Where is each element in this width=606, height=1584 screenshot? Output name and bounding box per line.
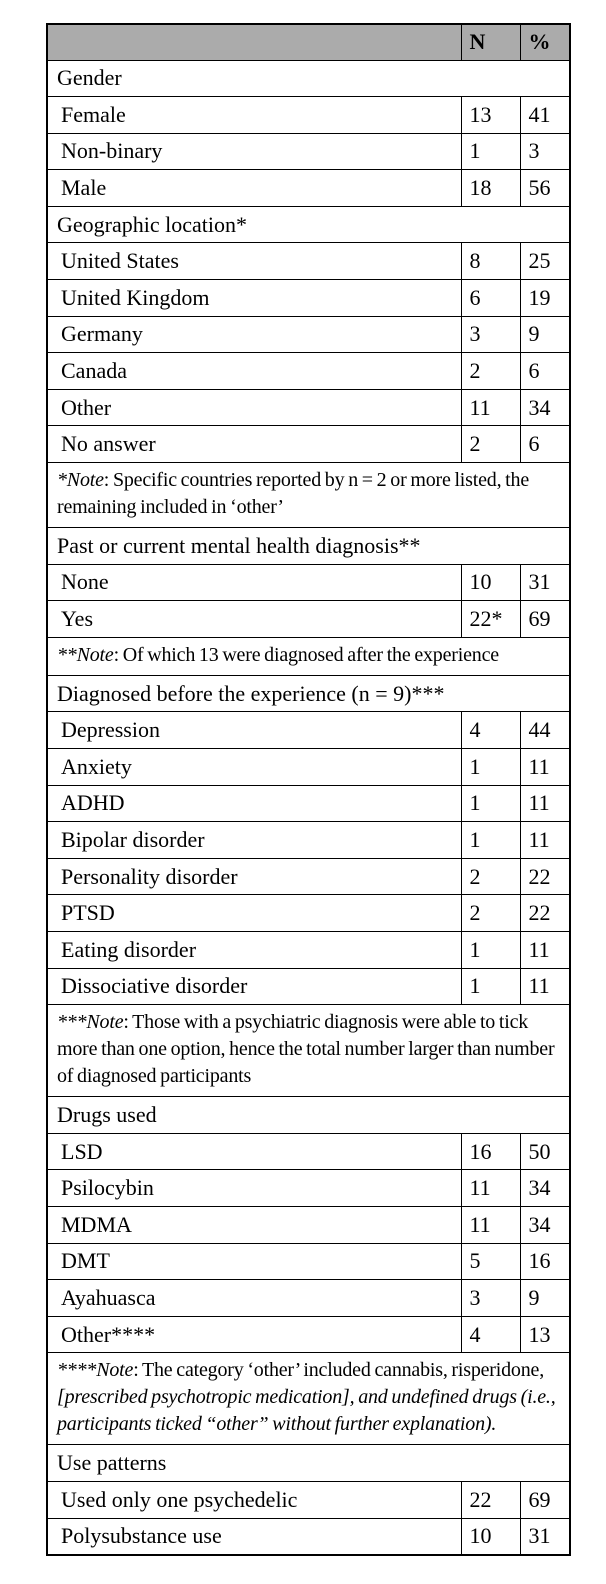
label-cell: Germany bbox=[47, 316, 461, 353]
note-segment: : Those with a psychiatric diagnosis were able to tick more than one option, hence the total number larger than number of diagnosed participants bbox=[57, 1011, 555, 1088]
label-cell: Eating disorder bbox=[47, 931, 461, 968]
n-cell: 18 bbox=[461, 170, 520, 207]
table-row bbox=[47, 822, 570, 859]
table-row bbox=[47, 749, 570, 786]
table-row bbox=[47, 243, 570, 280]
label-cell: PTSD bbox=[47, 895, 461, 932]
table-row bbox=[47, 170, 570, 207]
label-cell: Used only one psychedelic bbox=[47, 1481, 461, 1518]
pct-cell: 11 bbox=[520, 785, 570, 822]
n-cell: 10 bbox=[461, 564, 520, 601]
header-label-cell bbox=[47, 24, 461, 60]
pct-cell: 6 bbox=[520, 426, 570, 463]
n-cell: 16 bbox=[461, 1133, 520, 1170]
pct-cell: 3 bbox=[520, 133, 570, 170]
table-row bbox=[47, 1170, 570, 1207]
pct-cell: 31 bbox=[520, 1518, 570, 1555]
label-cell: Ayahuasca bbox=[47, 1280, 461, 1317]
note-row bbox=[47, 637, 570, 675]
pct-cell: 11 bbox=[520, 931, 570, 968]
table-row bbox=[47, 1133, 570, 1170]
table-row bbox=[47, 389, 570, 426]
note-segment: *Note bbox=[57, 469, 104, 492]
table-body bbox=[47, 60, 570, 1555]
note-segment: : Specific countries reported by n = 2 or more listed, the remaining included in ‘other’ bbox=[57, 469, 530, 519]
table-row bbox=[47, 931, 570, 968]
pct-cell: 22 bbox=[520, 858, 570, 895]
pct-cell: 56 bbox=[520, 170, 570, 207]
n-cell: 10 bbox=[461, 1518, 520, 1555]
pct-cell: 25 bbox=[520, 243, 570, 280]
n-cell: 13 bbox=[461, 97, 520, 134]
demographics-table bbox=[46, 23, 571, 1556]
pct-cell: 69 bbox=[520, 1481, 570, 1518]
pct-cell: 41 bbox=[520, 97, 570, 134]
n-cell: 4 bbox=[461, 1316, 520, 1353]
label-cell: Bipolar disorder bbox=[47, 822, 461, 859]
label-cell: Canada bbox=[47, 353, 461, 390]
section-label-cell: Geographic location* bbox=[47, 206, 570, 243]
label-cell: MDMA bbox=[47, 1206, 461, 1243]
table-row bbox=[47, 1280, 570, 1317]
table-row bbox=[47, 426, 570, 463]
pct-cell: 19 bbox=[520, 280, 570, 317]
label-cell: Psilocybin bbox=[47, 1170, 461, 1207]
n-cell: 1 bbox=[461, 133, 520, 170]
n-cell: 8 bbox=[461, 243, 520, 280]
section-row bbox=[47, 528, 570, 565]
table-row bbox=[47, 1316, 570, 1353]
pct-cell: 22 bbox=[520, 895, 570, 932]
header-row bbox=[47, 24, 570, 60]
label-cell: Polysubstance use bbox=[47, 1518, 461, 1555]
table-row bbox=[47, 968, 570, 1005]
pct-cell: 34 bbox=[520, 1170, 570, 1207]
note-segment: : Of which 13 were diagnosed after the experience bbox=[113, 643, 499, 666]
pct-cell: 13 bbox=[520, 1316, 570, 1353]
section-label-cell: Diagnosed before the experience (n = 9)*** bbox=[47, 675, 570, 712]
header-n-cell: N bbox=[461, 24, 520, 60]
section-row bbox=[47, 206, 570, 243]
note-segment: ****Note bbox=[57, 1359, 134, 1382]
label-cell: Non-binary bbox=[47, 133, 461, 170]
n-cell: 2 bbox=[461, 858, 520, 895]
section-row bbox=[47, 675, 570, 712]
pct-cell: 9 bbox=[520, 1280, 570, 1317]
n-cell: 4 bbox=[461, 712, 520, 749]
note-cell bbox=[47, 1353, 570, 1445]
n-cell: 2 bbox=[461, 895, 520, 932]
pct-cell: 9 bbox=[520, 316, 570, 353]
pct-cell: 69 bbox=[520, 601, 570, 638]
pct-cell: 50 bbox=[520, 1133, 570, 1170]
n-cell: 2 bbox=[461, 353, 520, 390]
pct-cell: 31 bbox=[520, 564, 570, 601]
n-cell: 22* bbox=[461, 601, 520, 638]
section-row bbox=[47, 1097, 570, 1134]
section-row bbox=[47, 1445, 570, 1482]
table-row bbox=[47, 785, 570, 822]
n-cell: 1 bbox=[461, 749, 520, 786]
label-cell: ADHD bbox=[47, 785, 461, 822]
n-cell: 22 bbox=[461, 1481, 520, 1518]
pct-cell: 6 bbox=[520, 353, 570, 390]
pct-cell: 34 bbox=[520, 389, 570, 426]
note-cell bbox=[47, 637, 570, 675]
n-cell: 6 bbox=[461, 280, 520, 317]
label-cell: Depression bbox=[47, 712, 461, 749]
label-cell: Dissociative disorder bbox=[47, 968, 461, 1005]
table-row bbox=[47, 280, 570, 317]
header-pct-cell: % bbox=[520, 24, 570, 60]
pct-cell: 11 bbox=[520, 822, 570, 859]
n-cell: 11 bbox=[461, 1170, 520, 1207]
section-row bbox=[47, 60, 570, 97]
n-cell: 2 bbox=[461, 426, 520, 463]
label-cell: DMT bbox=[47, 1243, 461, 1280]
label-cell: Female bbox=[47, 97, 461, 134]
note-segment: : The category ‘other’ included cannabis, risperidone, bbox=[133, 1359, 545, 1382]
section-label-cell: Drugs used bbox=[47, 1097, 570, 1134]
note-cell bbox=[47, 463, 570, 528]
note-row bbox=[47, 463, 570, 528]
table-row bbox=[47, 712, 570, 749]
table-row bbox=[47, 1243, 570, 1280]
label-cell: Other**** bbox=[47, 1316, 461, 1353]
label-cell: United Kingdom bbox=[47, 280, 461, 317]
table-row bbox=[47, 564, 570, 601]
note-row bbox=[47, 1005, 570, 1097]
n-cell: 1 bbox=[461, 968, 520, 1005]
n-cell: 1 bbox=[461, 785, 520, 822]
pct-cell: 34 bbox=[520, 1206, 570, 1243]
label-cell: Other bbox=[47, 389, 461, 426]
table-row bbox=[47, 895, 570, 932]
table-row bbox=[47, 1518, 570, 1555]
n-cell: 3 bbox=[461, 1280, 520, 1317]
section-label-cell: Gender bbox=[47, 60, 570, 97]
label-cell: United States bbox=[47, 243, 461, 280]
pct-cell: 11 bbox=[520, 968, 570, 1005]
table-row bbox=[47, 1206, 570, 1243]
label-cell: Yes bbox=[47, 601, 461, 638]
label-cell: LSD bbox=[47, 1133, 461, 1170]
table-row bbox=[47, 133, 570, 170]
n-cell: 11 bbox=[461, 1206, 520, 1243]
section-label-cell: Use patterns bbox=[47, 1445, 570, 1482]
pct-cell: 16 bbox=[520, 1243, 570, 1280]
table-row bbox=[47, 353, 570, 390]
table-row bbox=[47, 858, 570, 895]
note-segment: [prescribed psychotropic medication], and undefined drugs (i.e., participants ticked “other” without further explanation). bbox=[57, 1386, 556, 1436]
note-row bbox=[47, 1353, 570, 1445]
label-cell: Personality disorder bbox=[47, 858, 461, 895]
pct-cell: 11 bbox=[520, 749, 570, 786]
label-cell: No answer bbox=[47, 426, 461, 463]
label-cell: None bbox=[47, 564, 461, 601]
note-segment: ***Note bbox=[57, 1011, 124, 1034]
table-row bbox=[47, 97, 570, 134]
section-label-cell: Past or current mental health diagnosis** bbox=[47, 528, 570, 565]
label-cell: Anxiety bbox=[47, 749, 461, 786]
table-row bbox=[47, 1481, 570, 1518]
note-segment: **Note bbox=[57, 643, 114, 666]
n-cell: 1 bbox=[461, 822, 520, 859]
n-cell: 5 bbox=[461, 1243, 520, 1280]
n-cell: 1 bbox=[461, 931, 520, 968]
pct-cell: 44 bbox=[520, 712, 570, 749]
label-cell: Male bbox=[47, 170, 461, 207]
n-cell: 3 bbox=[461, 316, 520, 353]
table-row bbox=[47, 601, 570, 638]
table-row bbox=[47, 316, 570, 353]
note-cell bbox=[47, 1005, 570, 1097]
n-cell: 11 bbox=[461, 389, 520, 426]
